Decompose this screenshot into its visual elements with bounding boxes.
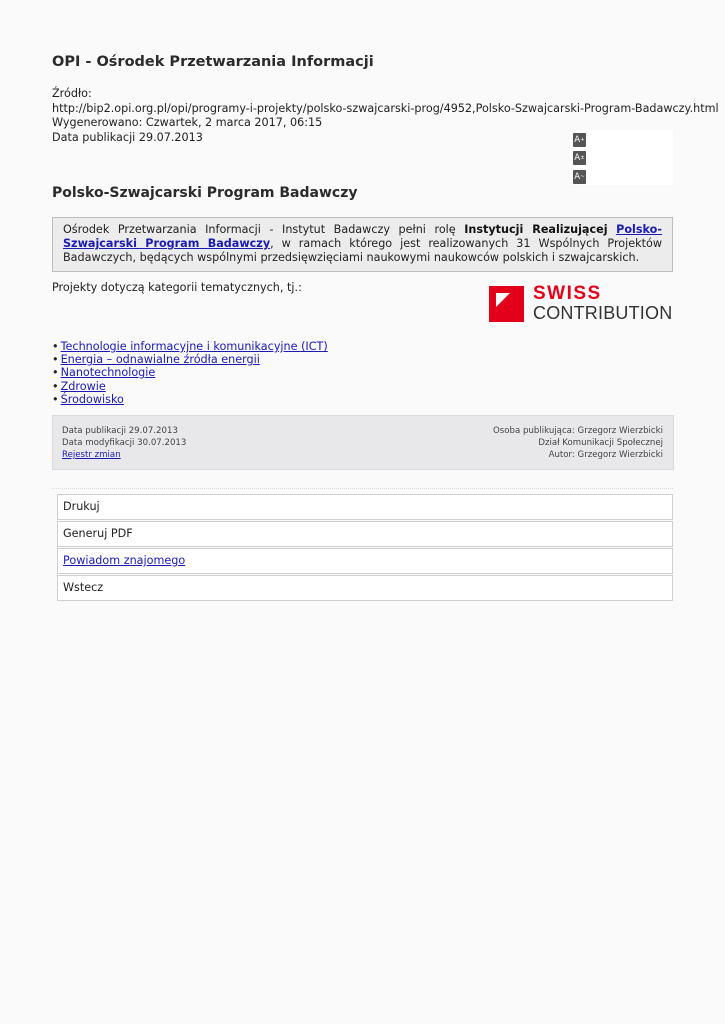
list-item [52,393,328,406]
topic-link-environment[interactable]: Środowisko [60,392,124,406]
change-history-link[interactable]: Rejestr zmian [62,450,121,460]
swiss-logo-mark-icon [489,286,524,322]
list-item [52,366,328,379]
font-size-tools [570,130,673,185]
program-link[interactable]: Polsko-Szwajcarski Program Badawczy [63,223,662,250]
footer-author: Autor: Grzegorz Wierzbicki [548,450,663,460]
generate-pdf-button[interactable]: Generuj PDF [57,521,673,547]
topic-link-health[interactable]: Zdrowie [60,379,106,393]
swiss-contribution-logo [489,283,673,323]
intro-bold-text: Instytucji Realizującej [464,223,608,236]
metadata-footer [52,415,674,470]
source-label: Źródło: [52,87,92,100]
footer-published: Data publikacji 29.07.2013 [62,426,178,436]
footer-publisher: Osoba publikująca: Grzegorz Wierzbicki [493,426,663,436]
back-button[interactable]: Wstecz [57,575,673,601]
topic-list [52,340,328,406]
article-title: Polsko-Szwajcarski Program Badawczy [52,185,358,201]
site-title: OPI - Ośrodek Przetwarzania Informacji [52,54,374,70]
notify-friend-item [57,548,673,574]
print-button[interactable]: Drukuj [57,494,673,520]
logo-text-contribution: CONTRIBUTION [533,303,673,323]
font-decrease-icon[interactable]: A± [574,153,585,163]
logo-text-swiss: SWISS [533,283,602,304]
notify-friend-link[interactable]: Powiadom znajomego [63,554,186,567]
action-list [57,494,673,602]
footer-dates [62,425,186,461]
list-item [52,380,328,393]
footer-modified: Data modyfikacji 30.07.2013 [62,438,187,448]
categories-intro: Projekty dotyczą kategorii tematycznych, tj.: [52,281,302,294]
intro-box [52,217,673,272]
font-reset-icon[interactable]: A~ [574,172,585,182]
topic-link-energy[interactable]: Energia – odnawialne źródła energii [60,353,260,367]
topic-link-ict[interactable]: Technologie informacyjne i komunikacyjne (ICT) [60,340,328,353]
source-url: http://bip2.opi.org.pl/opi/programy-i-projekty/polsko-szwajcarski-prog/4952,Polsko-Szwajcarski-Program-Badawczy.html [52,101,719,115]
intro-text-1: Ośrodek Przetwarzania Informacji - Instytut Badawczy pełni rolę [63,223,465,236]
topic-link-nano[interactable]: Nanotechnologie [60,366,156,380]
generated-date: Wygenerowano: Czwartek, 2 marca 2017, 06:15 [52,116,323,130]
font-increase-icon[interactable]: A+ [574,135,585,145]
publication-date: Data publikacji 29.07.2013 [52,130,203,144]
list-item [52,353,328,366]
intro-text-2: , w ramach którego jest realizowanych 31 Wspólnych Projektów Badawczych, będących wspólnymi przedsięwzięciami naukowymi naukowców polskich i szwajcarskich. [63,237,662,264]
footer-authors [493,425,663,461]
list-item [52,340,328,353]
divider [52,488,673,489]
footer-department: Dział Komunikacji Społecznej [538,438,663,448]
